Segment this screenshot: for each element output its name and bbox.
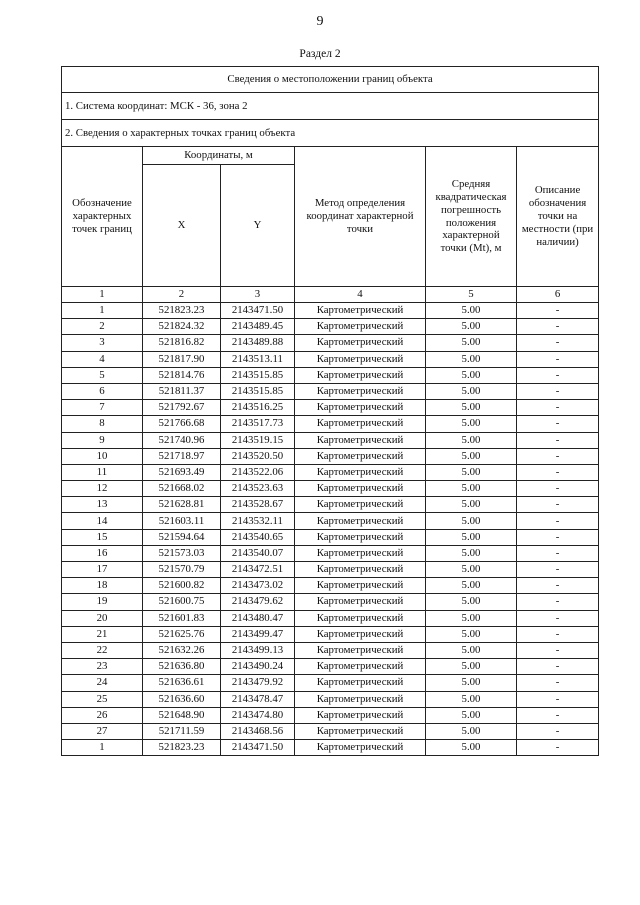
cell-coord-y: 2143513.11 xyxy=(221,351,295,367)
cell-coord-x: 521668.02 xyxy=(143,481,221,497)
header-point-label: Обозначение характерных точек границ xyxy=(62,147,143,287)
table-row xyxy=(62,594,599,610)
cell-point-number: 18 xyxy=(62,578,143,594)
cell-error-mt: 5.00 xyxy=(426,659,517,675)
column-number: 1 xyxy=(62,287,143,303)
cell-method: Картометрический xyxy=(295,432,426,448)
cell-point-number: 1 xyxy=(62,740,143,756)
table-row xyxy=(62,723,599,739)
cell-description: - xyxy=(517,335,599,351)
table-row xyxy=(62,481,599,497)
cell-point-number: 8 xyxy=(62,416,143,432)
cell-point-number: 14 xyxy=(62,513,143,529)
cell-description: - xyxy=(517,529,599,545)
boundary-table-container xyxy=(61,66,598,756)
cell-error-mt: 5.00 xyxy=(426,610,517,626)
cell-coord-x: 521766.68 xyxy=(143,416,221,432)
table-row xyxy=(62,351,599,367)
cell-coord-y: 2143523.63 xyxy=(221,481,295,497)
column-number: 4 xyxy=(295,287,426,303)
cell-error-mt: 5.00 xyxy=(426,513,517,529)
section-title: Раздел 2 xyxy=(299,48,341,60)
cell-coord-y: 2143540.65 xyxy=(221,529,295,545)
cell-description: - xyxy=(517,497,599,513)
cell-point-number: 27 xyxy=(62,723,143,739)
cell-description: - xyxy=(517,464,599,480)
cell-description: - xyxy=(517,432,599,448)
cell-description: - xyxy=(517,400,599,416)
table-row xyxy=(62,578,599,594)
cell-method: Картометрический xyxy=(295,513,426,529)
cell-point-number: 9 xyxy=(62,432,143,448)
points-heading: 2. Сведения о характерных точках границ объекта xyxy=(62,120,599,147)
table-row xyxy=(62,303,599,319)
cell-coord-y: 2143479.62 xyxy=(221,594,295,610)
cell-coord-x: 521570.79 xyxy=(143,562,221,578)
cell-error-mt: 5.00 xyxy=(426,432,517,448)
cell-coord-x: 521600.82 xyxy=(143,578,221,594)
cell-coord-y: 2143473.02 xyxy=(221,578,295,594)
table-row xyxy=(62,529,599,545)
cell-coord-x: 521814.76 xyxy=(143,367,221,383)
cell-coord-x: 521573.03 xyxy=(143,545,221,561)
cell-coord-y: 2143532.11 xyxy=(221,513,295,529)
cell-coord-y: 2143540.07 xyxy=(221,545,295,561)
cell-error-mt: 5.00 xyxy=(426,448,517,464)
points-table-body xyxy=(62,303,599,756)
cell-error-mt: 5.00 xyxy=(426,303,517,319)
header-method: Метод определения координат характерной точки xyxy=(295,147,426,287)
cell-point-number: 13 xyxy=(62,497,143,513)
cell-description: - xyxy=(517,319,599,335)
column-number: 6 xyxy=(517,287,599,303)
cell-method: Картометрический xyxy=(295,335,426,351)
cell-point-number: 7 xyxy=(62,400,143,416)
cell-description: - xyxy=(517,351,599,367)
cell-error-mt: 5.00 xyxy=(426,351,517,367)
cell-method: Картометрический xyxy=(295,464,426,480)
cell-description: - xyxy=(517,691,599,707)
header-description: Описание обозначения точки на местности (при наличии) xyxy=(517,147,599,287)
table-row xyxy=(62,740,599,756)
table-row xyxy=(62,432,599,448)
cell-method: Картометрический xyxy=(295,303,426,319)
column-number: 3 xyxy=(221,287,295,303)
cell-method: Картометрический xyxy=(295,497,426,513)
cell-description: - xyxy=(517,675,599,691)
cell-description: - xyxy=(517,659,599,675)
cell-coord-y: 2143489.45 xyxy=(221,319,295,335)
cell-coord-y: 2143499.47 xyxy=(221,626,295,642)
cell-method: Картометрический xyxy=(295,319,426,335)
cell-coord-y: 2143517.73 xyxy=(221,416,295,432)
cell-error-mt: 5.00 xyxy=(426,562,517,578)
cell-coord-y: 2143468.56 xyxy=(221,723,295,739)
cell-method: Картометрический xyxy=(295,448,426,464)
cell-error-mt: 5.00 xyxy=(426,416,517,432)
table-row xyxy=(62,545,599,561)
cell-coord-x: 521600.75 xyxy=(143,594,221,610)
cell-method: Картометрический xyxy=(295,723,426,739)
cell-coord-x: 521740.96 xyxy=(143,432,221,448)
cell-coord-y: 2143474.80 xyxy=(221,707,295,723)
table-row xyxy=(62,400,599,416)
cell-error-mt: 5.00 xyxy=(426,707,517,723)
cell-method: Картометрический xyxy=(295,367,426,383)
cell-coord-x: 521817.90 xyxy=(143,351,221,367)
cell-method: Картометрический xyxy=(295,529,426,545)
cell-coord-y: 2143472.51 xyxy=(221,562,295,578)
cell-method: Картометрический xyxy=(295,545,426,561)
cell-point-number: 16 xyxy=(62,545,143,561)
cell-error-mt: 5.00 xyxy=(426,497,517,513)
cell-coord-y: 2143499.13 xyxy=(221,642,295,658)
cell-description: - xyxy=(517,626,599,642)
cell-point-number: 17 xyxy=(62,562,143,578)
cell-error-mt: 5.00 xyxy=(426,529,517,545)
cell-method: Картометрический xyxy=(295,594,426,610)
cell-description: - xyxy=(517,383,599,399)
cell-point-number: 5 xyxy=(62,367,143,383)
cell-error-mt: 5.00 xyxy=(426,545,517,561)
table-row xyxy=(62,464,599,480)
cell-method: Картометрический xyxy=(295,578,426,594)
cell-point-number: 1 xyxy=(62,303,143,319)
column-number: 2 xyxy=(143,287,221,303)
cell-method: Картометрический xyxy=(295,351,426,367)
table-row xyxy=(62,562,599,578)
cell-method: Картометрический xyxy=(295,626,426,642)
table-row xyxy=(62,659,599,675)
table-row xyxy=(62,513,599,529)
cell-coord-x: 521625.76 xyxy=(143,626,221,642)
cell-coord-x: 521601.83 xyxy=(143,610,221,626)
cell-coord-y: 2143489.88 xyxy=(221,335,295,351)
cell-coord-y: 2143471.50 xyxy=(221,740,295,756)
cell-point-number: 25 xyxy=(62,691,143,707)
cell-method: Картометрический xyxy=(295,642,426,658)
cell-point-number: 26 xyxy=(62,707,143,723)
cell-error-mt: 5.00 xyxy=(426,335,517,351)
cell-coord-y: 2143519.15 xyxy=(221,432,295,448)
header-error: Средняя квадратическая погрешность положения характерной точки (Mt), м xyxy=(426,147,517,287)
cell-error-mt: 5.00 xyxy=(426,481,517,497)
cell-method: Картометрический xyxy=(295,691,426,707)
cell-error-mt: 5.00 xyxy=(426,383,517,399)
cell-coord-y: 2143480.47 xyxy=(221,610,295,626)
cell-error-mt: 5.00 xyxy=(426,626,517,642)
cell-coord-x: 521628.81 xyxy=(143,497,221,513)
cell-error-mt: 5.00 xyxy=(426,740,517,756)
page-number: 9 xyxy=(316,14,324,29)
cell-point-number: 4 xyxy=(62,351,143,367)
table-row xyxy=(62,335,599,351)
table-row xyxy=(62,626,599,642)
cell-point-number: 20 xyxy=(62,610,143,626)
cell-method: Картометрический xyxy=(295,400,426,416)
cell-coord-y: 2143478.47 xyxy=(221,691,295,707)
cell-coord-y: 2143522.06 xyxy=(221,464,295,480)
cell-coord-x: 521711.59 xyxy=(143,723,221,739)
table-row xyxy=(62,642,599,658)
cell-point-number: 19 xyxy=(62,594,143,610)
table-row xyxy=(62,448,599,464)
cell-error-mt: 5.00 xyxy=(426,691,517,707)
cell-point-number: 23 xyxy=(62,659,143,675)
cell-coord-x: 521823.23 xyxy=(143,740,221,756)
table-row xyxy=(62,367,599,383)
cell-error-mt: 5.00 xyxy=(426,464,517,480)
table-row xyxy=(62,383,599,399)
cell-description: - xyxy=(517,642,599,658)
cell-point-number: 12 xyxy=(62,481,143,497)
table-title: Сведения о местоположении границ объекта xyxy=(62,67,599,93)
cell-coord-x: 521636.61 xyxy=(143,675,221,691)
header-coordinates: Координаты, м xyxy=(143,147,295,165)
cell-error-mt: 5.00 xyxy=(426,578,517,594)
cell-error-mt: 5.00 xyxy=(426,319,517,335)
cell-coord-y: 2143471.50 xyxy=(221,303,295,319)
cell-point-number: 22 xyxy=(62,642,143,658)
cell-description: - xyxy=(517,610,599,626)
cell-coord-x: 521792.67 xyxy=(143,400,221,416)
cell-point-number: 6 xyxy=(62,383,143,399)
cell-method: Картометрический xyxy=(295,383,426,399)
cell-coord-y: 2143528.67 xyxy=(221,497,295,513)
cell-coord-x: 521811.37 xyxy=(143,383,221,399)
cell-error-mt: 5.00 xyxy=(426,723,517,739)
header-y: Y xyxy=(221,165,295,287)
cell-point-number: 11 xyxy=(62,464,143,480)
cell-coord-y: 2143520.50 xyxy=(221,448,295,464)
table-row xyxy=(62,416,599,432)
cell-coord-y: 2143515.85 xyxy=(221,367,295,383)
cell-description: - xyxy=(517,303,599,319)
table-row xyxy=(62,691,599,707)
cell-error-mt: 5.00 xyxy=(426,594,517,610)
cell-coord-x: 521718.97 xyxy=(143,448,221,464)
cell-error-mt: 5.00 xyxy=(426,367,517,383)
cell-description: - xyxy=(517,448,599,464)
cell-coord-y: 2143515.85 xyxy=(221,383,295,399)
cell-description: - xyxy=(517,707,599,723)
cell-method: Картометрический xyxy=(295,707,426,723)
cell-point-number: 24 xyxy=(62,675,143,691)
cell-method: Картометрический xyxy=(295,740,426,756)
cell-point-number: 2 xyxy=(62,319,143,335)
header-x: X xyxy=(143,165,221,287)
cell-error-mt: 5.00 xyxy=(426,642,517,658)
cell-description: - xyxy=(517,367,599,383)
cell-coord-x: 521594.64 xyxy=(143,529,221,545)
cell-coord-x: 521603.11 xyxy=(143,513,221,529)
table-row xyxy=(62,707,599,723)
cell-coord-y: 2143479.92 xyxy=(221,675,295,691)
cell-coord-y: 2143516.25 xyxy=(221,400,295,416)
table-row xyxy=(62,319,599,335)
cell-coord-x: 521636.60 xyxy=(143,691,221,707)
cell-coord-x: 521824.32 xyxy=(143,319,221,335)
cell-description: - xyxy=(517,481,599,497)
table-row xyxy=(62,497,599,513)
cell-point-number: 3 xyxy=(62,335,143,351)
cell-point-number: 10 xyxy=(62,448,143,464)
cell-method: Картометрический xyxy=(295,610,426,626)
coordinate-system: 1. Система координат: МСК - 36, зона 2 xyxy=(62,93,599,120)
cell-description: - xyxy=(517,594,599,610)
cell-description: - xyxy=(517,545,599,561)
cell-description: - xyxy=(517,562,599,578)
cell-coord-x: 521816.82 xyxy=(143,335,221,351)
cell-method: Картометрический xyxy=(295,416,426,432)
cell-coord-y: 2143490.24 xyxy=(221,659,295,675)
boundary-table xyxy=(61,66,599,756)
cell-coord-x: 521632.26 xyxy=(143,642,221,658)
table-row xyxy=(62,610,599,626)
cell-method: Картометрический xyxy=(295,562,426,578)
cell-coord-x: 521693.49 xyxy=(143,464,221,480)
cell-description: - xyxy=(517,513,599,529)
column-number: 5 xyxy=(426,287,517,303)
cell-method: Картометрический xyxy=(295,675,426,691)
cell-error-mt: 5.00 xyxy=(426,400,517,416)
cell-coord-x: 521636.80 xyxy=(143,659,221,675)
cell-method: Картометрический xyxy=(295,659,426,675)
cell-method: Картометрический xyxy=(295,481,426,497)
cell-description: - xyxy=(517,416,599,432)
cell-coord-x: 521823.23 xyxy=(143,303,221,319)
cell-description: - xyxy=(517,740,599,756)
table-row xyxy=(62,675,599,691)
cell-description: - xyxy=(517,578,599,594)
cell-point-number: 15 xyxy=(62,529,143,545)
cell-error-mt: 5.00 xyxy=(426,675,517,691)
cell-coord-x: 521648.90 xyxy=(143,707,221,723)
cell-point-number: 21 xyxy=(62,626,143,642)
cell-description: - xyxy=(517,723,599,739)
